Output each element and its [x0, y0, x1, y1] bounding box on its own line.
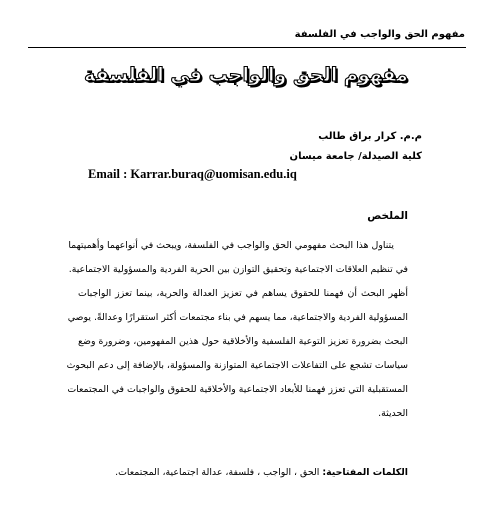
keywords: [78, 467, 408, 478]
abstract-line: المستقبلية التي تعزز فهمنا للأبعاد الاجتماعية والأخلاقية للحقوق والواجبات في المجتمعات: [67, 384, 408, 395]
keywords-text: الحق ، الواجب ، فلسفة، عدالة اجتماعية، المجتمعات.: [115, 467, 320, 478]
keywords-label: الكلمات المفتاحية:: [322, 467, 408, 478]
author-email: Email : Karrar.buraq@uomisan.edu.iq: [88, 167, 297, 181]
abstract-line: في تنظيم العلاقات الاجتماعية وتحقيق التوازن بين الحرية الفردية والمسؤولية الاجتماعية.: [68, 264, 408, 275]
abstract-line: المسؤولية الفردية والاجتماعية، مما يسهم في بناء مجتمعات أكثر استقرارًا وعدالةً. يوصي: [67, 312, 408, 323]
author-affiliation: كلية الصيدلة/ جامعة ميسان: [289, 151, 422, 162]
abstract-body: [66, 234, 408, 426]
author-name: م.م. كرار براق طالب: [318, 131, 422, 142]
header-rule: [28, 47, 466, 48]
abstract-line: الحديثة.: [378, 408, 408, 419]
running-head: مفهوم الحق والواجب في الفلسفة: [294, 29, 465, 40]
abstract-line: البحث بضرورة تعزيز التوعية الفلسفية والأخلاقية حول هذين المفهومين، وضرورة وضع: [78, 336, 408, 347]
abstract-line: يتناول هذا البحث مفهومي الحق والواجب في الفلسفة، ويبحث في أنواعهما وأهميتهما: [68, 240, 394, 251]
abstract-line: أظهر البحث أن فهمنا للحقوق يساهم في تعزيز العدالة والحرية، بينما تعزز الواجبات: [78, 288, 408, 299]
abstract-heading: الملخص: [367, 210, 408, 222]
paper-title: مفهوم الحق والواجب في الفلسفة: [84, 64, 408, 86]
abstract-line: سياسات تشجع على التفاعلات الاجتماعية المتوازنة والمسؤولة، بالإضافة إلى دعم البحوث: [66, 360, 408, 371]
